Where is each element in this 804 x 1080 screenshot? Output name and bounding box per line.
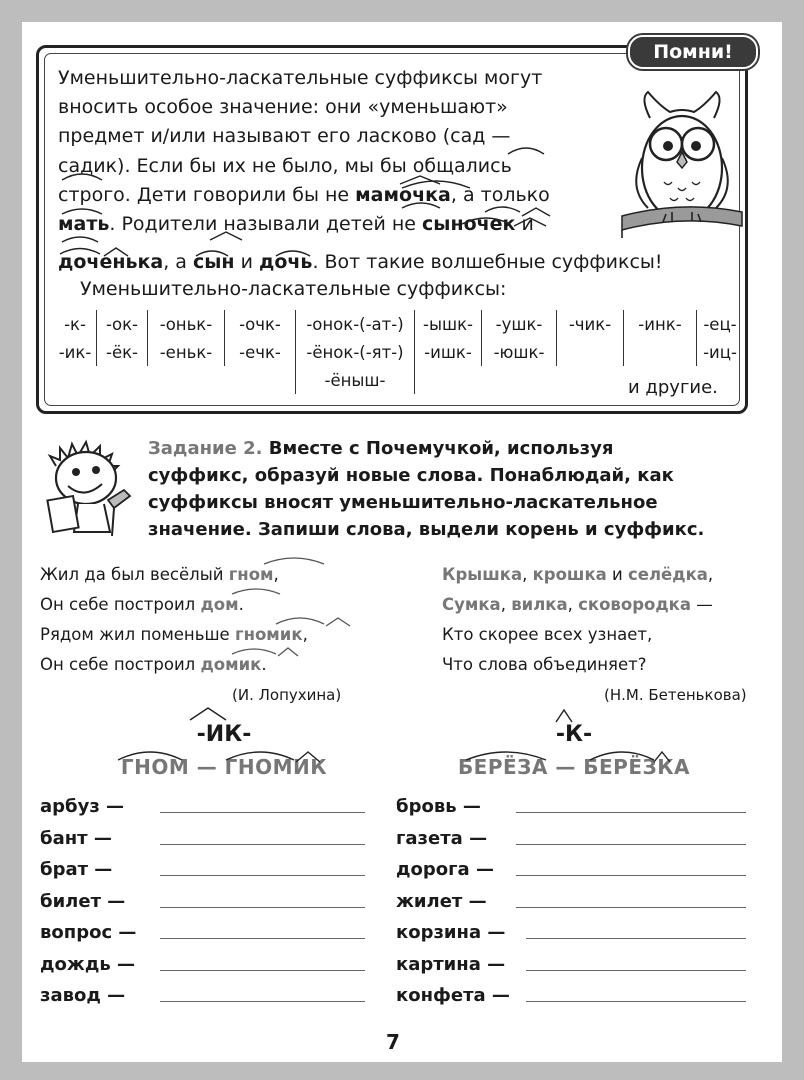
others-text: и другие. — [628, 377, 718, 398]
suffix-cell: -инк- — [624, 310, 697, 338]
word-prompt: жилет — — [396, 890, 487, 912]
word-row — [396, 859, 748, 891]
poem-text: Он себе построил — [40, 655, 201, 674]
task-line — [148, 435, 704, 462]
suffix-cell: -чик- — [557, 310, 624, 338]
poem-word: селёдка — [628, 565, 708, 584]
example-suffix: -К- — [555, 722, 593, 747]
word-prompt: дорога — — [396, 859, 494, 880]
word-row — [396, 891, 748, 923]
word-prompt: корзина — — [396, 922, 506, 943]
task-text-span: Вместе с Почемучкой, используя — [262, 438, 614, 459]
word-doch: дочь — [258, 251, 313, 273]
suffix-row — [54, 310, 743, 338]
poem-word-domik: домик — [200, 655, 262, 674]
answer-line[interactable] — [516, 812, 746, 813]
word-row — [396, 828, 748, 860]
word-row — [396, 985, 748, 1017]
answer-line[interactable] — [160, 938, 365, 939]
word-row — [396, 922, 748, 954]
word-prompt: дождь — — [40, 953, 136, 975]
poem-line: Кто скорее всех узнает, — [442, 625, 653, 644]
suffix-cell: -ёнок-(-ят-) — [296, 338, 415, 366]
rule-line-4: садик). Если бы их не было, мы бы общались — [58, 154, 512, 177]
rule-text-span: , а — [163, 251, 193, 273]
poem-text: , — [302, 625, 308, 644]
answer-line[interactable] — [526, 938, 746, 939]
word-prompt: бровь — — [396, 796, 481, 817]
word-prompt: конфета — — [396, 985, 510, 1006]
answer-line[interactable] — [516, 907, 746, 908]
word-row — [40, 796, 370, 828]
word-prompt: билет — — [40, 890, 126, 912]
poem-word: Сумка — [442, 595, 501, 614]
poem-line: Что слова объединяет? — [442, 655, 647, 674]
poem-left-author: (И. Лопухина) — [232, 686, 342, 704]
example-morpheme-marks — [0, 700, 804, 780]
poem-text: , — [500, 595, 512, 614]
poem-text: Рядом жил поменьше — [40, 625, 235, 644]
suffix-cell: -еньк- — [148, 338, 225, 366]
suffix-cell: -ик- — [54, 338, 97, 366]
rule-text-span: . Родители называли детей не — [109, 213, 422, 236]
rule-text-span: и — [234, 251, 259, 273]
suffix-cell: -ёныш- — [296, 366, 415, 394]
task-label: Задание 2. — [148, 438, 263, 459]
suffix-cell: -ушк- — [482, 310, 557, 338]
word-dochenka: доченька — [58, 251, 164, 273]
word-row — [40, 954, 370, 986]
poem-word: Крышка — [442, 565, 523, 584]
word-prompt: картина — — [396, 953, 506, 975]
answer-line[interactable] — [516, 875, 746, 876]
rule-text-span: . Вот такие волшебные суффиксы! — [312, 251, 663, 273]
suffix-cell: -онок-(-ат-) — [296, 310, 415, 338]
poem-word: вилка — [511, 595, 568, 614]
suffix-heading: Уменьшительно-ласкательные суффиксы: — [80, 278, 507, 300]
word-mat: мать — [58, 213, 110, 236]
poem-line — [442, 560, 713, 590]
task-line: суффикс, образуй новые слова. Понаблюдай, как — [148, 465, 674, 486]
suffix-cell: -ок- — [97, 310, 148, 338]
task-line: суффиксы вносят уменьшительно-ласкательное — [148, 492, 658, 513]
rule-line-1: Уменьшительно-ласкательные суффиксы могут — [58, 67, 543, 89]
example-suffix: -ИК- — [196, 722, 252, 747]
poem-text: . — [261, 655, 267, 674]
suffix-cell: -юшк- — [482, 338, 557, 366]
remember-badge: Помни! — [628, 35, 758, 69]
suffix-cell: -ец- — [703, 314, 737, 334]
poem-word-gnom: гном — [228, 565, 274, 584]
word-row — [40, 891, 370, 923]
word-row — [40, 828, 370, 860]
word-prompt: арбуз — — [40, 796, 125, 817]
rule-text-span: , а только — [450, 183, 550, 206]
boy-pochemuchka-illustration — [38, 436, 138, 536]
rule-text-span: строго. Дети говорили бы не — [58, 183, 356, 206]
suffix-row — [54, 338, 743, 366]
suffix-cell: -очк- — [225, 310, 296, 338]
rule-line-2: вносить особое значение: они «уменьшают» — [58, 96, 508, 119]
answer-line[interactable] — [160, 1001, 365, 1002]
poem-word-dom: дом — [200, 595, 239, 614]
poem-text: , — [567, 595, 579, 614]
rule-text-span: и — [515, 213, 534, 236]
word-prompt: бант — — [40, 827, 112, 849]
word-row — [40, 985, 370, 1017]
poem-text: , — [522, 565, 533, 584]
answer-line[interactable] — [160, 907, 365, 908]
word-row — [396, 954, 748, 986]
word-mamochka: мамочка — [355, 183, 451, 206]
suffix-cell: -к- — [54, 310, 97, 338]
poem-word: сковородка — [578, 595, 692, 614]
suffix-cell: -ышк- — [415, 310, 482, 338]
poem-word-gnomik: гномик — [234, 625, 303, 644]
suffix-cell: -ечк- — [225, 338, 296, 366]
word-list-right — [396, 796, 748, 1017]
poem-text: Он себе построил — [40, 595, 201, 614]
word-prompt: вопрос — — [40, 922, 137, 943]
example-words: БЕРЁЗА — БЕРЁЗКА — [457, 755, 691, 779]
poem-text: , — [707, 565, 714, 584]
poem-text: . — [238, 595, 244, 614]
poem-word: крошка — [532, 565, 607, 584]
word-prompt: завод — — [40, 985, 126, 1006]
answer-line[interactable] — [160, 875, 365, 876]
poem-right-author: (Н.М. Бетенькова) — [604, 686, 747, 704]
suffix-cell: -оньк- — [148, 310, 225, 338]
poem-right — [442, 560, 713, 680]
word-syn: сын — [192, 251, 235, 273]
answer-line[interactable] — [160, 970, 365, 971]
task-2-text — [148, 435, 704, 543]
suffix-cell: -иц- — [703, 342, 737, 362]
answer-line[interactable] — [160, 844, 365, 845]
rule-line-3: предмет и/или называют его ласково (сад — — [58, 125, 511, 148]
answer-line[interactable] — [160, 812, 365, 813]
word-row — [396, 796, 748, 828]
suffix-cell — [624, 338, 697, 366]
poem-text: и — [606, 565, 628, 584]
word-synochek: сыночек — [422, 213, 516, 236]
example-words: ГНОМ — ГНОМИК — [120, 755, 328, 779]
poem-text: , — [273, 565, 279, 584]
word-prompt: газета — — [396, 827, 488, 849]
answer-line[interactable] — [526, 970, 746, 971]
answer-line[interactable] — [516, 844, 746, 845]
word-prompt: брат — — [40, 859, 113, 880]
suffix-cell: -ишк- — [415, 338, 482, 366]
poem-line — [442, 590, 713, 620]
page-number: 7 — [386, 1030, 400, 1054]
word-list-left — [40, 796, 370, 1017]
poem-text: — — [691, 595, 713, 614]
word-row — [40, 859, 370, 891]
task-line: значение. Запиши слова, выдели корень и суффикс. — [148, 519, 705, 540]
answer-line[interactable] — [526, 1001, 746, 1002]
suffix-cell — [557, 338, 624, 366]
word-row — [40, 922, 370, 954]
poem-text: Жил да был весёлый — [40, 565, 229, 584]
suffix-cell: -ёк- — [97, 338, 148, 366]
